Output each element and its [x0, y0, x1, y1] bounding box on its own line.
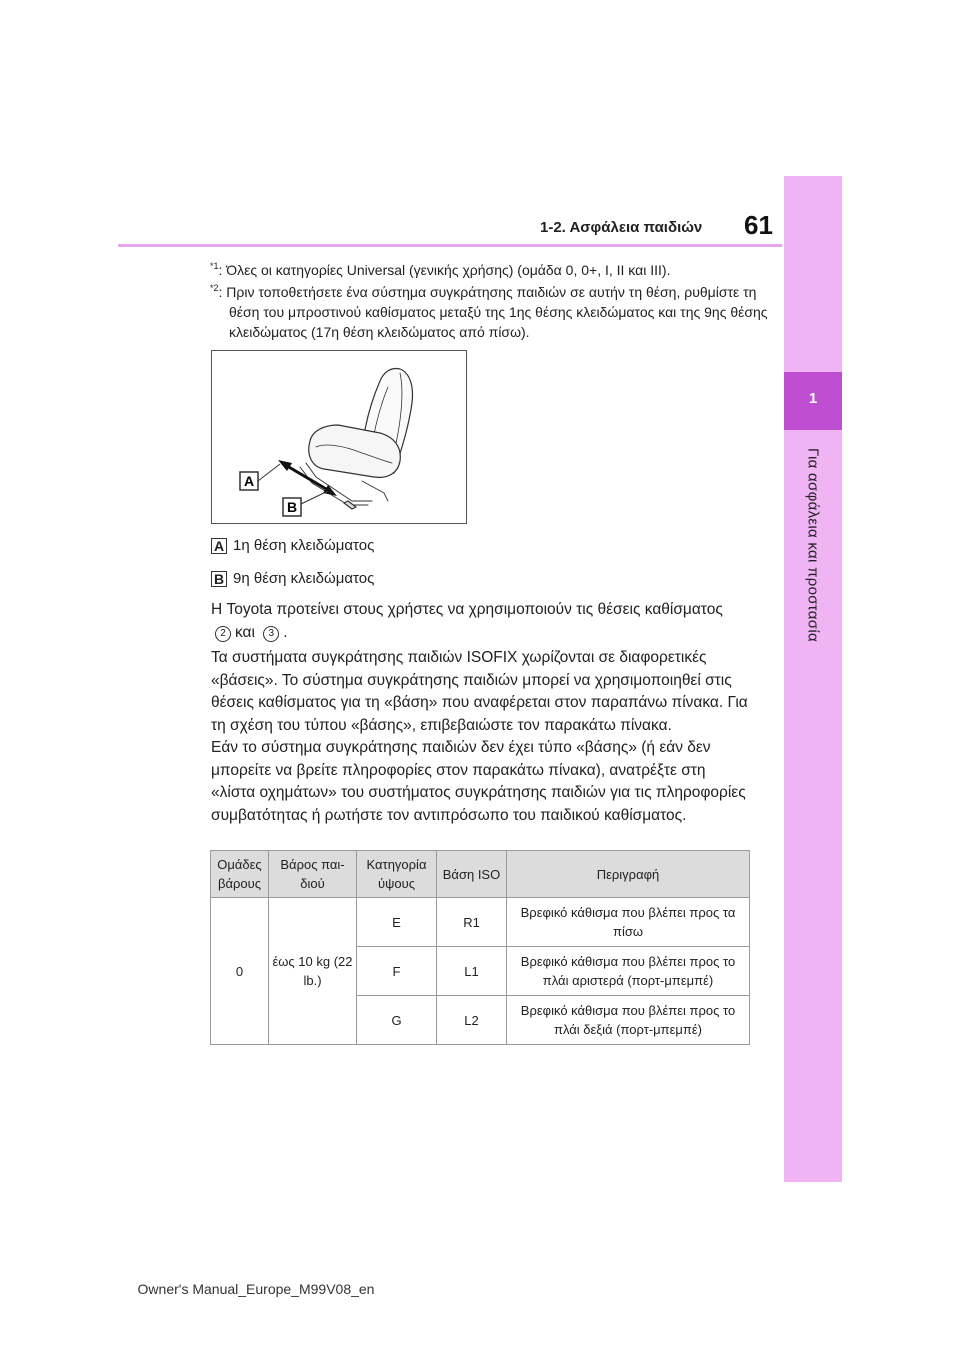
cell-size: F	[357, 947, 437, 996]
cell-iso: L2	[437, 996, 507, 1045]
recommended-seats-paragraph	[211, 599, 751, 644]
col-size-class: Κατηγορία ύψους	[357, 851, 437, 898]
legend-key-a: A	[211, 538, 227, 554]
footnote-1	[210, 256, 770, 280]
para1-after: .	[283, 623, 288, 641]
table-header-row	[211, 851, 750, 898]
col-iso-fixture: Βάση ISO	[437, 851, 507, 898]
cell-weight: έως 10 kg (22 lb.)	[269, 898, 357, 1045]
legend-text-b: 9η θέση κλειδώματος	[233, 570, 375, 587]
footnote-2	[210, 278, 770, 342]
header-rule	[118, 244, 782, 247]
chapter-number: 1	[808, 390, 818, 407]
legend-item-a	[211, 537, 374, 554]
chapter-side-tab	[784, 176, 842, 1182]
para1-before: Η Toyota προτείνει στους χρήστες να χρησιμοποιούν τις θέσεις καθίσματος	[211, 601, 723, 618]
legend-key-b: B	[211, 571, 227, 587]
col-child-weight: Βάρος παι-διού	[269, 851, 357, 898]
cell-iso: L1	[437, 947, 507, 996]
col-description: Περιγραφή	[507, 851, 750, 898]
cell-size: E	[357, 898, 437, 947]
section-title: 1-2. Ασφάλεια παιδιών	[540, 219, 703, 236]
footnote-1-mark: *1	[210, 261, 219, 271]
cell-desc: Βρεφικό κάθισμα που βλέπει προς το πλάι δεξιά (πορτ-μπεμπέ)	[507, 996, 750, 1045]
figure-label-a: A	[243, 473, 255, 489]
cell-desc: Βρεφικό κάθισμα που βλέπει προς τα πίσω	[507, 898, 750, 947]
col-weight-group: Ομάδες βάρους	[211, 851, 269, 898]
seat-position-figure	[211, 350, 467, 524]
footnote-2-mark: *2	[210, 283, 219, 293]
document-footer: Owner's Manual_Europe_M99V08_en	[137, 1281, 375, 1297]
isofix-info-paragraph	[211, 647, 751, 827]
footnote-1-text: : Όλες οι κατηγορίες Universal (γενικής χρήσης) (ομάδα 0, 0+, I, II και III).	[218, 262, 671, 278]
table-row	[211, 898, 750, 947]
isofix-size-table	[210, 850, 750, 1045]
seat-position-2-icon: 2	[215, 626, 231, 642]
seat-illustration	[212, 351, 466, 523]
para2-line2: Εάν το σύστημα συγκράτησης παιδιών δεν έχει τύπο «βάσης» (ή εάν δεν μπορείτε να βρείτε πληροφορίες στον παρακάτω πίνακα), ανατρέξτε στη «λίστα οχημάτων» του συστήματος συγκράτησης παιδιών για τις πληροφορίες συμβατότητας ή ρωτήστε τον αντιπρόσωπο του παιδικού καθίσματος.	[211, 739, 746, 824]
cell-group: 0	[211, 898, 269, 1045]
cell-size: G	[357, 996, 437, 1045]
para1-middle: και	[235, 623, 255, 641]
cell-desc: Βρεφικό κάθισμα που βλέπει προς το πλάι αριστερά (πορτ-μπεμπέ)	[507, 947, 750, 996]
chapter-title: Για ασφάλεια και προστασία	[804, 448, 822, 642]
seat-position-3-icon: 3	[263, 626, 279, 642]
legend-text-a: 1η θέση κλειδώματος	[233, 537, 375, 554]
legend-item-b	[211, 570, 374, 587]
page-number: 61	[744, 210, 773, 240]
footnote-2-text: : Πριν τοποθετήσετε ένα σύστημα συγκράτησης παιδιών σε αυτήν τη θέση, ρυθμίστε τη θέση του μπροστινού καθίσματος μεταξύ της 1ης θέσης κλειδώματος και της 9ης θέσης κλειδώματος (17η θέση κλειδώματος από πίσω).	[218, 284, 768, 340]
cell-iso: R1	[437, 898, 507, 947]
para2-line1: Τα συστήματα συγκράτησης παιδιών ISOFIX χωρίζονται σε διαφορετικές «βάσεις». Το σύστημα συγκράτησης παιδιών μπορεί να χρησιμοποιηθεί στις θέσεις καθίσματος για τη «βάση» που αναφέρεται στον παραπάνω πίνακα. Για τη σχέση του τύπου «βάσης», επιβεβαιώστε τον παρακάτω πίνακα.	[211, 649, 748, 734]
figure-label-b: B	[286, 499, 298, 515]
